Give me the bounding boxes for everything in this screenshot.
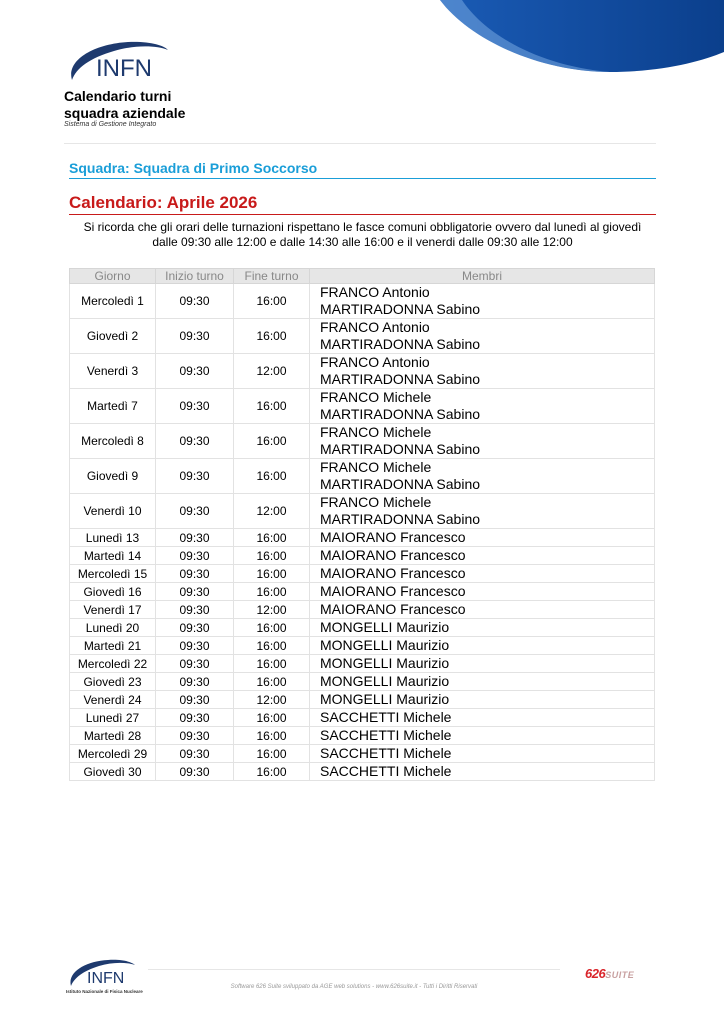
cell-day: Venerdì 10 [70, 494, 156, 529]
cell-members [310, 459, 655, 494]
cell-members [310, 655, 655, 673]
cell-end-time: 16:00 [234, 389, 310, 424]
cell-start-time: 09:30 [156, 583, 234, 601]
table-row [70, 424, 655, 459]
cell-end-time: 16:00 [234, 673, 310, 691]
cell-day: Mercoledì 1 [70, 284, 156, 319]
member-name: MAIORANO Francesco [320, 547, 466, 563]
cell-end-time: 16:00 [234, 547, 310, 565]
note-line-2: dalle 09:30 alle 12:00 e dalle 14:30 alle 16:00 e il venerdi dalle 09:30 alle 12:00 [152, 234, 573, 249]
cell-start-time: 09:30 [156, 637, 234, 655]
member-name: MARTIRADONNA Sabino [320, 336, 481, 352]
note-line-1: Si ricorda che gli orari delle turnazioni rispettano le fasce comuni obbligatorie ovvero dal lunedì al giovedì [83, 220, 642, 234]
cell-end-time: 16:00 [234, 637, 310, 655]
member-name: MARTIRADONNA Sabino [320, 371, 481, 387]
cell-members [310, 583, 655, 601]
member-name: MAIORANO Francesco [320, 601, 466, 617]
table-row [70, 354, 655, 389]
cell-start-time: 09:30 [156, 389, 234, 424]
cell-start-time: 09:30 [156, 763, 234, 781]
brand-word: SUITE [605, 970, 635, 980]
cell-day: Venerdì 24 [70, 691, 156, 709]
cell-day: Martedì 21 [70, 637, 156, 655]
member-name: FRANCO Antonio [320, 284, 430, 300]
cell-end-time: 12:00 [234, 691, 310, 709]
column-header-day: Giorno [70, 269, 156, 284]
member-name: MONGELLI Maurizio [320, 691, 450, 707]
cell-start-time: 09:30 [156, 424, 234, 459]
cell-start-time: 09:30 [156, 691, 234, 709]
member-name: FRANCO Michele [320, 424, 432, 440]
member-name: MARTIRADONNA Sabino [320, 301, 481, 317]
team-heading: Squadra: Squadra di Primo Soccorso [69, 160, 656, 179]
cell-end-time: 16:00 [234, 424, 310, 459]
member-name: MONGELLI Maurizio [320, 619, 450, 635]
cell-members [310, 745, 655, 763]
cell-start-time: 09:30 [156, 655, 234, 673]
member-name: FRANCO Michele [320, 459, 432, 475]
cell-day: Giovedì 30 [70, 763, 156, 781]
cell-start-time: 09:30 [156, 284, 234, 319]
footer-divider [148, 969, 560, 970]
member-name: SACCHETTI Michele [320, 727, 452, 743]
cell-members [310, 547, 655, 565]
column-header-members: Membri [310, 269, 655, 284]
cell-members [310, 619, 655, 637]
cell-end-time: 12:00 [234, 601, 310, 619]
cell-members [310, 673, 655, 691]
cell-members [310, 389, 655, 424]
cell-start-time: 09:30 [156, 673, 234, 691]
cell-start-time: 09:30 [156, 709, 234, 727]
cell-end-time: 16:00 [234, 565, 310, 583]
header-divider [64, 143, 656, 144]
table-row [70, 763, 655, 781]
cell-members [310, 494, 655, 529]
cell-members [310, 727, 655, 745]
cell-end-time: 16:00 [234, 763, 310, 781]
cell-day: Mercoledì 22 [70, 655, 156, 673]
cell-start-time: 09:30 [156, 529, 234, 547]
cell-start-time: 09:30 [156, 494, 234, 529]
table-row [70, 619, 655, 637]
table-row [70, 583, 655, 601]
member-name: MONGELLI Maurizio [320, 673, 450, 689]
cell-day: Giovedì 2 [70, 319, 156, 354]
table-row [70, 529, 655, 547]
cell-members [310, 637, 655, 655]
table-row [70, 284, 655, 319]
cell-day: Lunedì 27 [70, 709, 156, 727]
cell-end-time: 16:00 [234, 529, 310, 547]
cell-end-time: 16:00 [234, 709, 310, 727]
table-row [70, 655, 655, 673]
table-row [70, 601, 655, 619]
table-row [70, 459, 655, 494]
member-name: SACCHETTI Michele [320, 763, 452, 779]
brand-number: 626 [585, 966, 606, 981]
cell-start-time: 09:30 [156, 547, 234, 565]
table-header-row [70, 269, 655, 284]
cell-day: Lunedì 13 [70, 529, 156, 547]
cell-members [310, 601, 655, 619]
cell-end-time: 16:00 [234, 745, 310, 763]
schedule-note [69, 220, 656, 249]
cell-end-time: 16:00 [234, 727, 310, 745]
member-name: MONGELLI Maurizio [320, 637, 450, 653]
cell-day: Mercoledì 15 [70, 565, 156, 583]
cell-members [310, 319, 655, 354]
cell-end-time: 12:00 [234, 494, 310, 529]
cell-start-time: 09:30 [156, 319, 234, 354]
footer-logo-text: INFN [87, 970, 125, 987]
cell-day: Venerdì 17 [70, 601, 156, 619]
table-row [70, 745, 655, 763]
footer-copyright: Software 626 Suite sviluppato da AGE web solutions - www.626suite.it - Tutti i Diritti Riservati [230, 984, 478, 990]
member-name: FRANCO Michele [320, 494, 432, 510]
column-header-end: Fine turno [234, 269, 310, 284]
cell-start-time: 09:30 [156, 727, 234, 745]
table-row [70, 673, 655, 691]
footer-infn-logo [66, 956, 138, 990]
title-line-2: squadra aziendale [64, 105, 186, 121]
member-name: SACCHETTI Michele [320, 745, 452, 761]
member-name: MARTIRADONNA Sabino [320, 476, 481, 492]
cell-start-time: 09:30 [156, 601, 234, 619]
document-subtitle: Sistema di Gestione Integrato [64, 121, 157, 128]
table-row [70, 637, 655, 655]
member-name: MARTIRADONNA Sabino [320, 511, 481, 527]
cell-day: Giovedì 16 [70, 583, 156, 601]
title-line-1: Calendario turni [64, 88, 172, 104]
member-name: FRANCO Antonio [320, 354, 430, 370]
infn-logo-text: INFN [96, 55, 152, 82]
table-row [70, 691, 655, 709]
document-title [64, 88, 185, 122]
column-header-start: Inizio turno [156, 269, 234, 284]
cell-day: Venerdì 3 [70, 354, 156, 389]
cell-members [310, 565, 655, 583]
cell-end-time: 16:00 [234, 284, 310, 319]
cell-start-time: 09:30 [156, 565, 234, 583]
cell-day: Martedì 14 [70, 547, 156, 565]
cell-end-time: 12:00 [234, 354, 310, 389]
cell-start-time: 09:30 [156, 619, 234, 637]
cell-end-time: 16:00 [234, 319, 310, 354]
cell-members [310, 691, 655, 709]
member-name: MONGELLI Maurizio [320, 655, 450, 671]
cell-end-time: 16:00 [234, 459, 310, 494]
626-suite-logo [585, 966, 634, 981]
table-row [70, 319, 655, 354]
table-row [70, 727, 655, 745]
table-row [70, 709, 655, 727]
table-row [70, 389, 655, 424]
cell-members [310, 354, 655, 389]
cell-start-time: 09:30 [156, 354, 234, 389]
member-name: MAIORANO Francesco [320, 583, 466, 599]
member-name: MARTIRADONNA Sabino [320, 441, 481, 457]
cell-members [310, 763, 655, 781]
table-row [70, 547, 655, 565]
infn-logo [64, 36, 174, 88]
cell-start-time: 09:30 [156, 745, 234, 763]
cell-day: Martedì 7 [70, 389, 156, 424]
cell-day: Mercoledì 8 [70, 424, 156, 459]
cell-day: Martedì 28 [70, 727, 156, 745]
cell-members [310, 709, 655, 727]
cell-end-time: 16:00 [234, 583, 310, 601]
cell-day: Mercoledì 29 [70, 745, 156, 763]
cell-members [310, 529, 655, 547]
cell-start-time: 09:30 [156, 459, 234, 494]
member-name: FRANCO Antonio [320, 319, 430, 335]
member-name: SACCHETTI Michele [320, 709, 452, 725]
cell-end-time: 16:00 [234, 619, 310, 637]
cell-day: Giovedì 23 [70, 673, 156, 691]
member-name: MAIORANO Francesco [320, 565, 466, 581]
table-row [70, 494, 655, 529]
table-row [70, 565, 655, 583]
member-name: FRANCO Michele [320, 389, 432, 405]
member-name: MAIORANO Francesco [320, 529, 466, 545]
cell-end-time: 16:00 [234, 655, 310, 673]
cell-members [310, 424, 655, 459]
cell-members [310, 284, 655, 319]
cell-day: Giovedì 9 [70, 459, 156, 494]
member-name: MARTIRADONNA Sabino [320, 406, 481, 422]
cell-day: Lunedì 20 [70, 619, 156, 637]
footer-logo-caption: Istituto Nazionale di Fisica Nucleare [66, 989, 143, 994]
shift-table [69, 268, 655, 781]
calendar-heading: Calendario: Aprile 2026 [69, 193, 656, 215]
